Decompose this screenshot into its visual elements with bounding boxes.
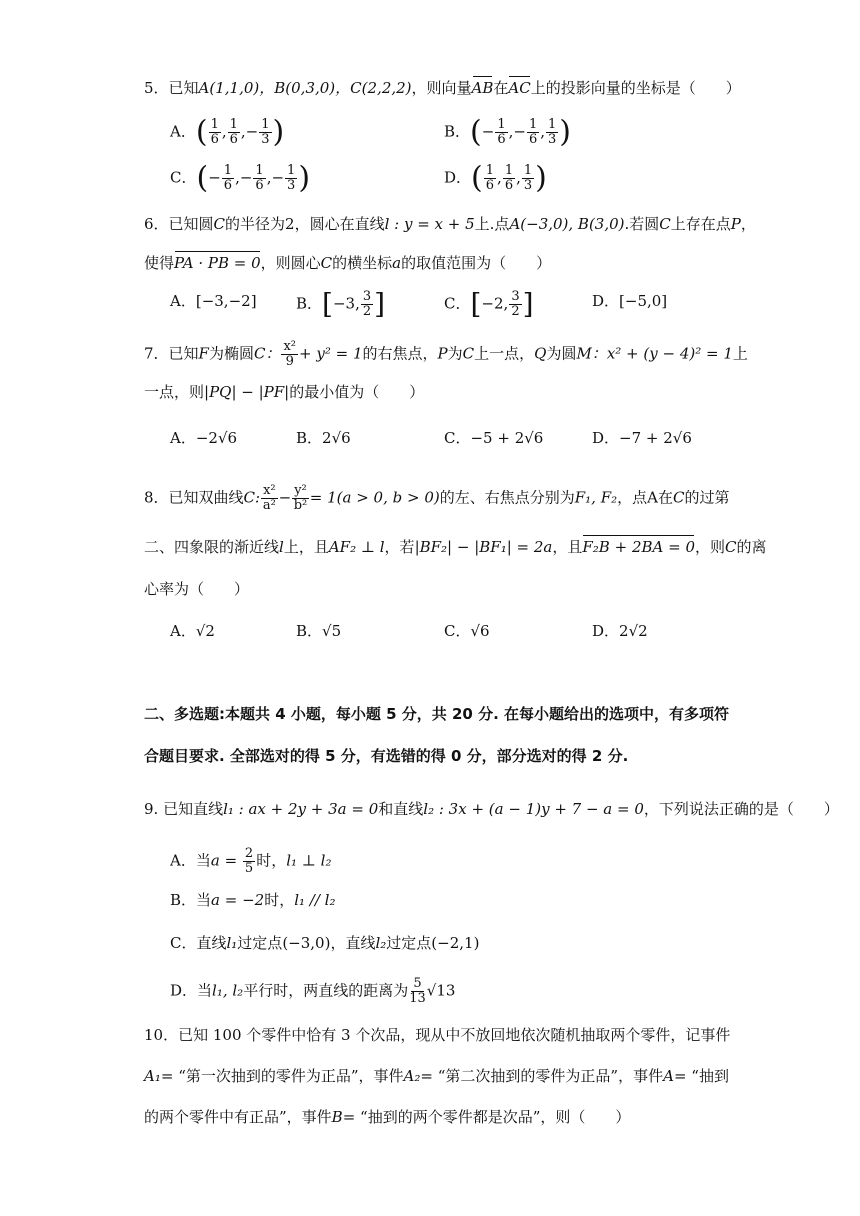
section2-heading-line2: 合题目要求. 全部选对的得 5 分，有选错的得 0 分，部分选对的得 2 分. [144, 747, 629, 765]
q5-text: 5．已知 [144, 79, 199, 97]
q5-option-c[interactable]: C．(− $\frac{1}{6}$ ,− $\frac{1}{6}$ ,− $\frac{1}{3}$ ) [170, 160, 311, 196]
q7-option-a[interactable]: A．−2√6 [170, 429, 238, 447]
q9-option-d[interactable]: D．当l₁, l₂平行时，两直线的距离为 $\frac{5}{13}$ √13 [170, 976, 456, 1006]
q5-option-b[interactable]: B．(− $\frac{1}{6}$ ,− $\frac{1}{6}$ , $\frac{1}{3}$ ) [444, 114, 572, 150]
q7-stem-line1: 7．已知F为椭圆C： $\frac{\text{x²}}{9}$ + y² = 1的右焦点，P为C上一点，Q为圆M：x² + (y − 4)² = 1上 [144, 339, 748, 369]
q5-point-c: C(2,2,2) [350, 79, 412, 97]
q6-dot-product: PA · PB = 0 [174, 254, 261, 272]
q6-option-a[interactable]: A．[−3,−2] [170, 292, 257, 310]
q9-option-a[interactable]: A．当a = $\frac{2}{5}$ 时，l₁ ⊥ l₂ [170, 846, 332, 876]
q10-line2: A₁= “第一次抽到的零件为正品”，事件A₂= “第二次抽到的零件为正品”，事件A= “抽到 [144, 1067, 729, 1085]
q5-text: 上的投影向量的坐标是（ ） [530, 79, 741, 97]
q8-option-b[interactable]: B．√5 [296, 622, 342, 640]
q7-option-b[interactable]: B．2√6 [296, 429, 351, 447]
q6-option-b[interactable]: B．[−3, $\frac{3}{2}$ ] [296, 287, 386, 321]
q6-option-c[interactable]: C．[−2, $\frac{3}{2}$ ] [444, 287, 534, 321]
q6-stem-line1: 6．已知圆C的半径为2，圆心在直线l : y = x + 5上.点A(−3,0), B(3,0).若圆C上存在点P， [144, 215, 756, 233]
q6-option-d[interactable]: D．[−5,0] [592, 292, 668, 310]
q8-stem-line3: 心率为（ ） [144, 580, 250, 598]
q5-text: ，则向量 [411, 79, 472, 97]
q10-line3: 的两个零件中有正品”，事件B= “抽到的两个零件都是次品”，则（ ） [144, 1108, 631, 1126]
q10-line1: 10．已知 100 个零件中恰有 3 个次品，现从中不放回地依次随机抽取两个零件，记事件 [144, 1026, 731, 1044]
q8-stem-line2: 二、四象限的渐近线l上，且AF₂ ⊥ l，若|BF₂| − |BF₁| = 2a，且F₂B + 2BA = 0，则C的离 [144, 538, 767, 556]
q8-option-c[interactable]: C．√6 [444, 622, 490, 640]
q8-option-d[interactable]: D．2√2 [592, 622, 648, 640]
q6-stem-line2: 使得PA · PB = 0，则圆心C的横坐标a的取值范围为（ ） [144, 254, 552, 272]
q7-option-d[interactable]: D．−7 + 2√6 [592, 429, 692, 447]
q5-vector-ac: AC [508, 79, 531, 97]
q7-stem-line2: 一点，则|PQ| − |PF|的最小值为（ ） [144, 383, 425, 401]
q5-option-a[interactable]: A．( $\frac{1}{6}$ , $\frac{1}{6}$ ,− $\frac{1}{3}$ ) [170, 114, 285, 150]
q5-option-d[interactable]: D．( $\frac{1}{6}$ , $\frac{1}{6}$ , $\frac{1}{3}$ ) [444, 160, 547, 196]
q9-stem: 9. 已知直线l₁ : ax + 2y + 3a = 0和直线l₂ : 3x + (a − 1)y + 7 − a = 0，下列说法正确的是（ ） [144, 800, 839, 818]
q5-point-b: B(0,3,0)， [274, 79, 351, 97]
q9-option-b[interactable]: B．当a = −2时，l₁ // l₂ [170, 891, 336, 909]
q5-text: 在 [493, 79, 509, 97]
section2-heading-line1: 二、多选题:本题共 4 小题，每小题 5 分，共 20 分. 在每小题给出的选项中，有多项符 [144, 705, 730, 723]
q7-option-c[interactable]: C．−5 + 2√6 [444, 429, 544, 447]
q5-point-a: A(1,1,0)， [198, 79, 275, 97]
q8-stem-line1: 8．已知双曲线C: $\frac{\text{x²}}{\text{a²}}$ − $\frac{\text{y²}}{\text{b²}}$ = 1(a > 0, b > 0)的左、右焦点分别为F₁, F₂，点A在C的过第 [144, 483, 730, 513]
q8-vector-eq: F₂B + 2BA = 0 [582, 538, 695, 556]
q5-vector-ab: AB [471, 79, 494, 97]
q5-stem [144, 77, 741, 99]
q9-option-c[interactable]: C．直线l₁过定点(−3,0)，直线l₂过定点(−2,1) [170, 934, 480, 952]
q8-option-a[interactable]: A．√2 [170, 622, 215, 640]
